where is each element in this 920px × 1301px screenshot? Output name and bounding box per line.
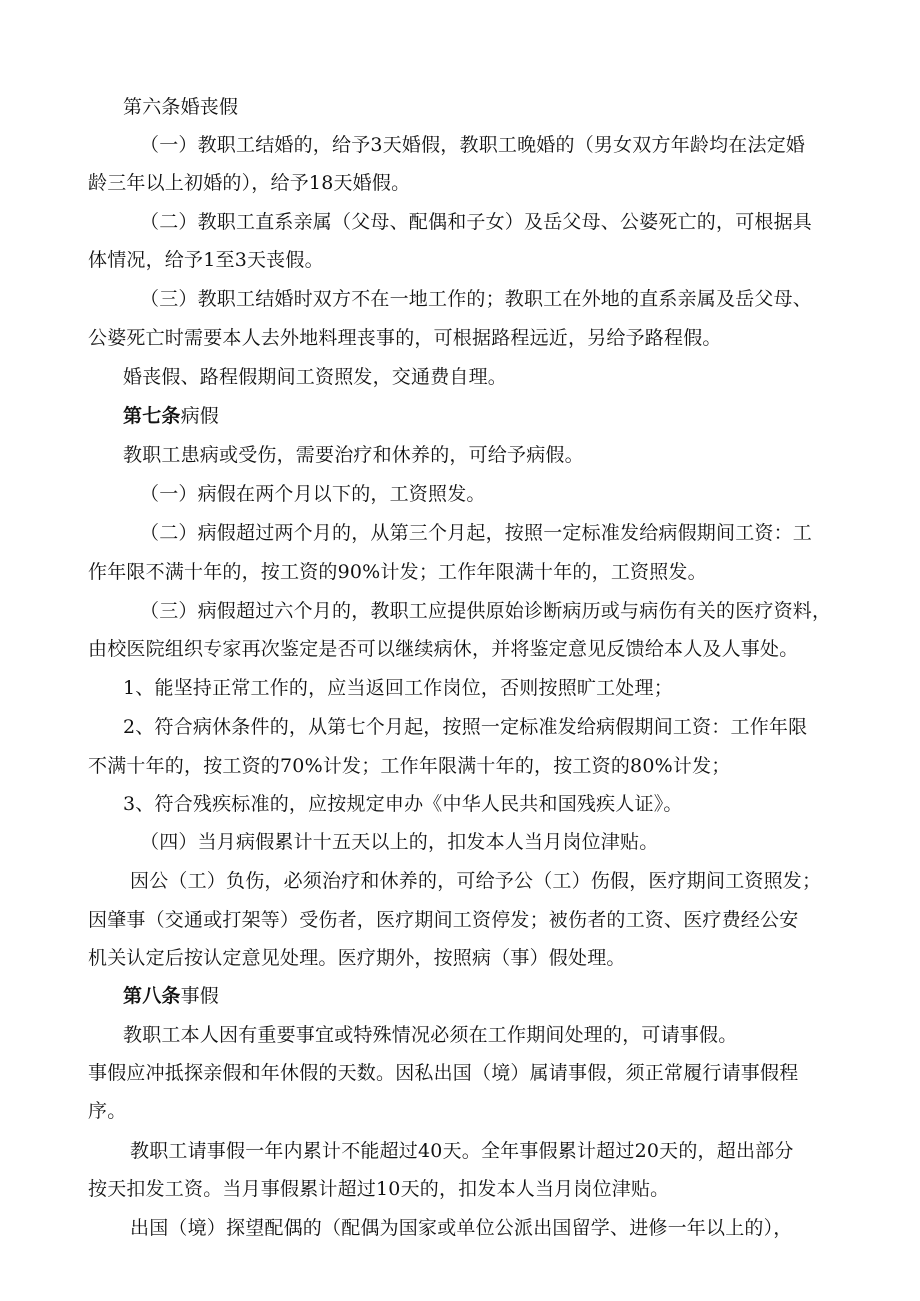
paragraph-line: 机关认定后按认定意见处理。医疗期外，按照病（事）假处理。 (88, 947, 626, 969)
paragraph-line: 教职工请事假一年内累计不能超过40天。全年事假累计超过20天的，超出部分 (130, 1140, 794, 1162)
section-8-heading: 第八条事假 (123, 985, 220, 1007)
paragraph-line: 序。 (88, 1100, 127, 1122)
paragraph-line: 因公（工）负伤，必须治疗和休养的，可给予公（工）伤假，医疗期间工资照发； (130, 870, 822, 892)
paragraph-line: 3、符合残疾标准的，应按规定申办《中华人民共和国残疾人证》。 (123, 793, 683, 815)
paragraph-line: 体情况，给予1至3天丧假。 (88, 249, 324, 271)
paragraph-line: （一）教职工结婚的，给予3天婚假，教职工晚婚的（男女双方年龄均在法定婚 (140, 134, 806, 156)
paragraph-line: 作年限不满十年的，按工资的90%计发；工作年限满十年的，工资照发。 (88, 561, 707, 583)
paragraph-line: （一）病假在两个月以下的，工资照发。 (140, 483, 486, 505)
paragraph-line: 教职工本人因有重要事宜或特殊情况必须在工作期间处理的，可请事假。 (123, 1024, 738, 1046)
paragraph-line: 因肇事（交通或打架等）受伤者，医疗期间工资停发；被伤者的工资、医疗费经公安 (88, 909, 799, 931)
paragraph-line: 由校医院组织专家再次鉴定是否可以继续病休，并将鉴定意见反馈给本人及人事处。 (88, 638, 799, 660)
paragraph-line: 事假应冲抵探亲假和年休假的天数。因私出国（境）属请事假，须正常履行请事假程 (88, 1062, 799, 1084)
paragraph-line: 2、符合病休条件的，从第七个月起，按照一定标准发给病假期间工资：工作年限 (123, 716, 808, 738)
paragraph-line: 教职工患病或受伤，需要治疗和休养的，可给予病假。 (123, 444, 584, 466)
paragraph-line: （二）教职工直系亲属（父母、配偶和子女）及岳父母、公婆死亡的，可根据具 (140, 211, 813, 233)
paragraph-line: 出国（境）探望配偶的（配偶为国家或单位公派出国留学、进修一年以上的）， (130, 1217, 793, 1239)
paragraph-line: （三）病假超过六个月的，教职工应提供原始诊断病历或与病伤有关的医疗资料， (140, 600, 832, 622)
paragraph-line: 龄三年以上初婚的），给予18天婚假。 (88, 172, 411, 194)
section-7-number: 第七条 (123, 405, 181, 427)
paragraph-line: （二）病假超过两个月的，从第三个月起，按照一定标准发给病假期间工资：工 (140, 522, 813, 544)
paragraph-line: 不满十年的，按工资的70%计发；工作年限满十年的，按工资的80%计发； (88, 755, 731, 777)
section-7-heading: 第七条病假 (123, 405, 220, 427)
paragraph-line: 公婆死亡时需要本人去外地料理丧事的，可根据路程远近，另给予路程假。 (88, 327, 722, 349)
paragraph-line: 1、能坚持正常工作的，应当返回工作岗位，否则按照旷工处理； (123, 677, 673, 699)
section-6-heading: 第六条婚丧假 (123, 96, 239, 118)
paragraph-line: （四）当月病假累计十五天以上的，扣发本人当月岗位津贴。 (140, 831, 659, 853)
paragraph-line: 按天扣发工资。当月事假累计超过10天的，扣发本人当月岗位津贴。 (88, 1178, 670, 1200)
section-8-number: 第八条 (123, 985, 181, 1007)
paragraph-line: 婚丧假、路程假期间工资照发，交通费自理。 (123, 366, 508, 388)
paragraph-line: （三）教职工结婚时双方不在一地工作的；教职工在外地的直系亲属及岳父母、 (140, 288, 813, 310)
